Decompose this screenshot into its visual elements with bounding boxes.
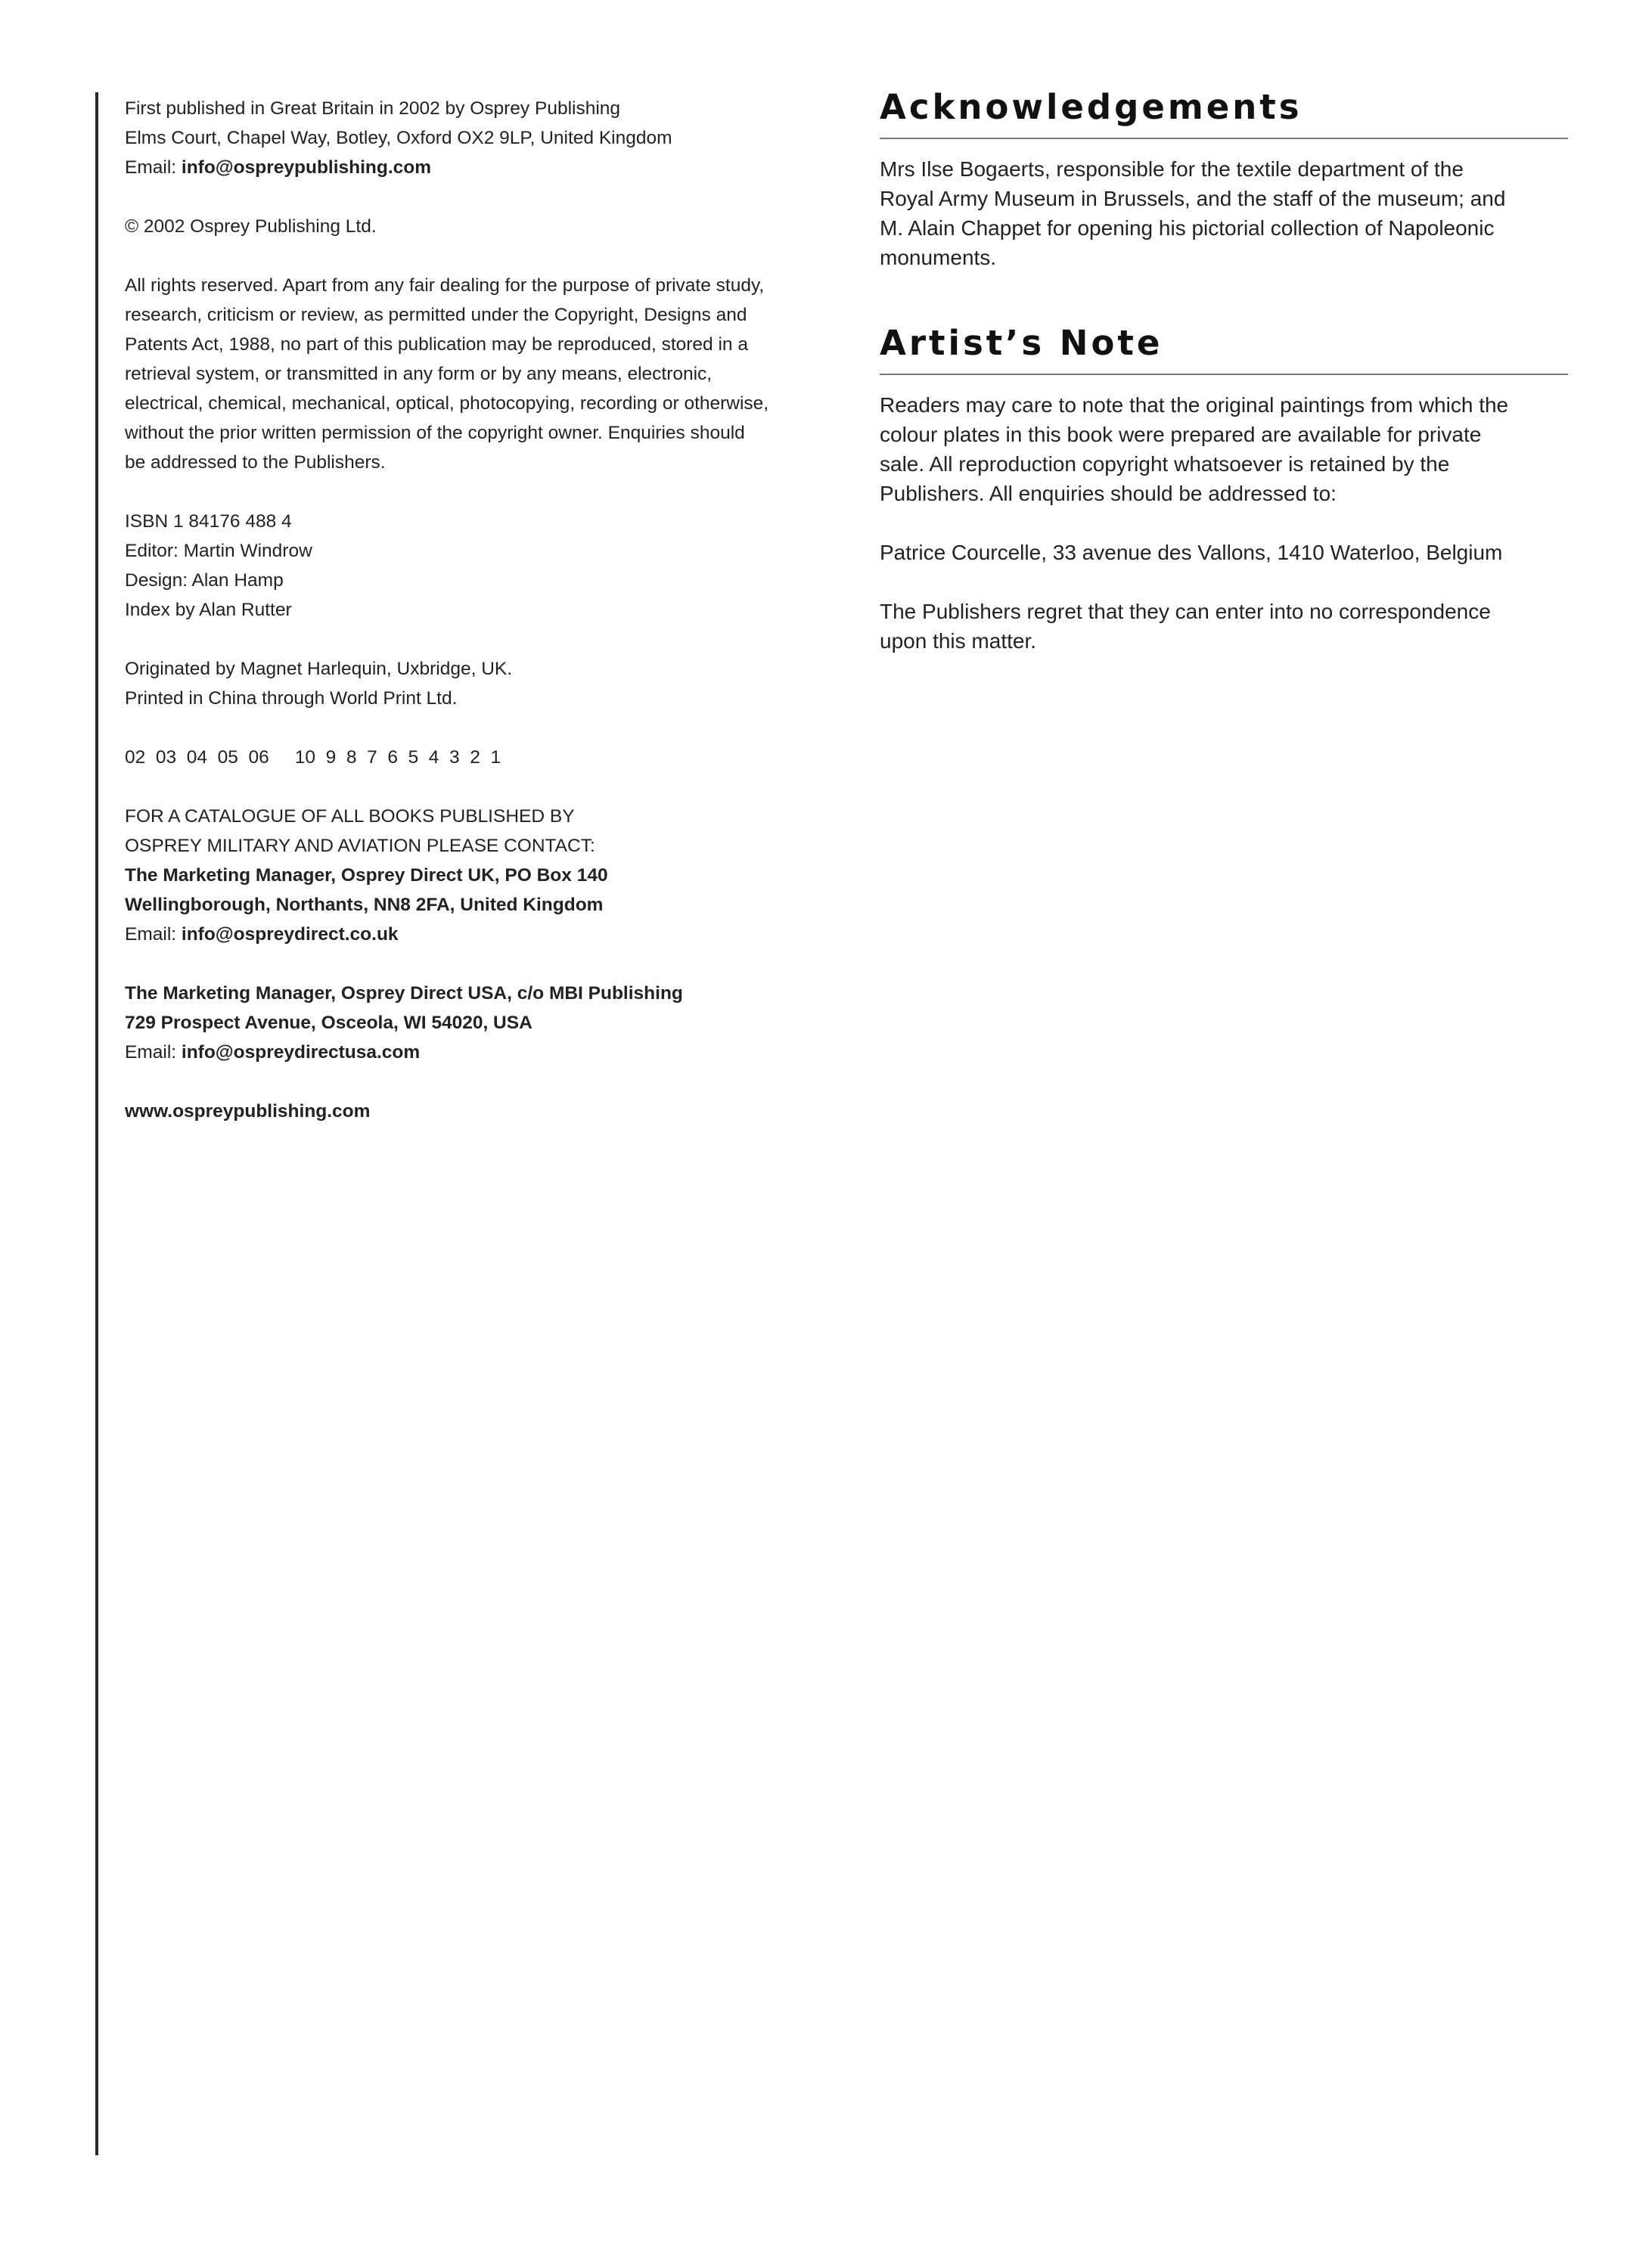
rights-line: be addressed to the Publishers. (125, 452, 386, 473)
artists-note-rule (880, 374, 1568, 375)
uk-contact-line: Wellingborough, Northants, NN8 2FA, United Kingdom (125, 895, 604, 915)
email-label: Email: (125, 157, 182, 178)
publisher-block (125, 94, 851, 182)
correspondence-line: upon this matter. (880, 629, 1037, 653)
correspondence-paragraph (880, 597, 1568, 656)
copyright-line: © 2002 Osprey Publishing Ltd. (125, 216, 377, 237)
acknowledgements-line: Royal Army Museum in Brussels, and the staff of the museum; and (880, 187, 1506, 210)
acknowledgements-line: monuments. (880, 246, 997, 269)
artists-note-paragraph (880, 390, 1568, 508)
credits-block (125, 507, 851, 625)
origination-line: Originated by Magnet Harlequin, Uxbridge, UK. (125, 659, 513, 679)
email-label: Email: (125, 924, 182, 945)
print-run-numbers: 02 03 04 05 06 10 9 8 7 6 5 4 3 2 1 (125, 747, 501, 768)
publisher-email[interactable]: info@ospreypublishing.com (181, 157, 432, 178)
isbn: ISBN 1 84176 488 4 (125, 511, 292, 532)
artists-note-line: sale. All reproduction copyright whatsoever is retained by the (880, 452, 1450, 476)
catalogue-line: FOR A CATALOGUE OF ALL BOOKS PUBLISHED BY (125, 806, 575, 827)
printing-block (125, 654, 851, 713)
website-block (125, 1097, 851, 1126)
artist-address-line: Patrice Courcelle, 33 avenue des Vallons, 1410 Waterloo, Belgium (880, 541, 1503, 564)
uk-contact-block (125, 802, 851, 949)
acknowledgements-line: Mrs Ilse Bogaerts, responsible for the textile department of the (880, 157, 1464, 181)
copyright-block (125, 212, 851, 241)
website-link[interactable]: www.ospreypublishing.com (125, 1101, 371, 1122)
publisher-address: Elms Court, Chapel Way, Botley, Oxford OX2 9LP, United Kingdom (125, 128, 672, 148)
uk-email-line (125, 920, 851, 949)
usa-contact-line: The Marketing Manager, Osprey Direct USA, c/o MBI Publishing (125, 983, 683, 1004)
publisher-line: First published in Great Britain in 2002 by Osprey Publishing (125, 98, 621, 119)
editor-credit: Editor: Martin Windrow (125, 541, 312, 561)
artists-note-line: Publishers. All enquiries should be addressed to: (880, 482, 1337, 505)
rights-line: Patents Act, 1988, no part of this publication may be reproduced, stored in a (125, 334, 748, 355)
usa-contact-block (125, 979, 851, 1067)
design-credit: Design: Alan Hamp (125, 570, 284, 591)
artists-note-heading: Artist’s Note (880, 323, 1163, 363)
acknowledgements-text (880, 154, 1568, 272)
usa-contact-line: 729 Prospect Avenue, Osceola, WI 54020, USA (125, 1013, 533, 1033)
rights-line: All rights reserved. Apart from any fair dealing for the purpose of private study, (125, 275, 765, 296)
imprint-column (125, 94, 851, 1156)
rights-block (125, 271, 851, 477)
acknowledgements-line: M. Alain Chappet for opening his pictorial collection of Napoleonic (880, 216, 1495, 240)
uk-email[interactable]: info@ospreydirect.co.uk (181, 924, 399, 945)
email-label: Email: (125, 1042, 182, 1063)
usa-email-line (125, 1038, 851, 1067)
artists-note-line: colour plates in this book were prepared are available for private (880, 423, 1482, 446)
acknowledgements-rule (880, 138, 1568, 139)
correspondence-line: The Publishers regret that they can enter into no correspondence (880, 600, 1491, 623)
publisher-email-line (125, 153, 851, 182)
uk-contact-line: The Marketing Manager, Osprey Direct UK, PO Box 140 (125, 865, 608, 886)
rights-line: retrieval system, or transmitted in any form or by any means, electronic, (125, 364, 713, 384)
left-margin-rule (95, 92, 98, 2155)
acknowledgements-heading: Acknowledgements (880, 87, 1303, 127)
rights-line: electrical, chemical, mechanical, optical, photocopying, recording or otherwise, (125, 393, 769, 414)
artist-address (880, 538, 1568, 567)
rights-line: research, criticism or review, as permitted under the Copyright, Designs and (125, 305, 747, 325)
catalogue-line: OSPREY MILITARY AND AVIATION PLEASE CONTACT: (125, 836, 595, 856)
index-credit: Index by Alan Rutter (125, 600, 292, 620)
notes-column (880, 85, 1568, 656)
rights-line: without the prior written permission of the copyright owner. Enquiries should (125, 423, 745, 443)
usa-email[interactable]: info@ospreydirectusa.com (181, 1042, 421, 1063)
print-run-block (125, 743, 851, 772)
printing-line: Printed in China through World Print Ltd. (125, 688, 458, 709)
artists-note-line: Readers may care to note that the original paintings from which the (880, 393, 1509, 417)
